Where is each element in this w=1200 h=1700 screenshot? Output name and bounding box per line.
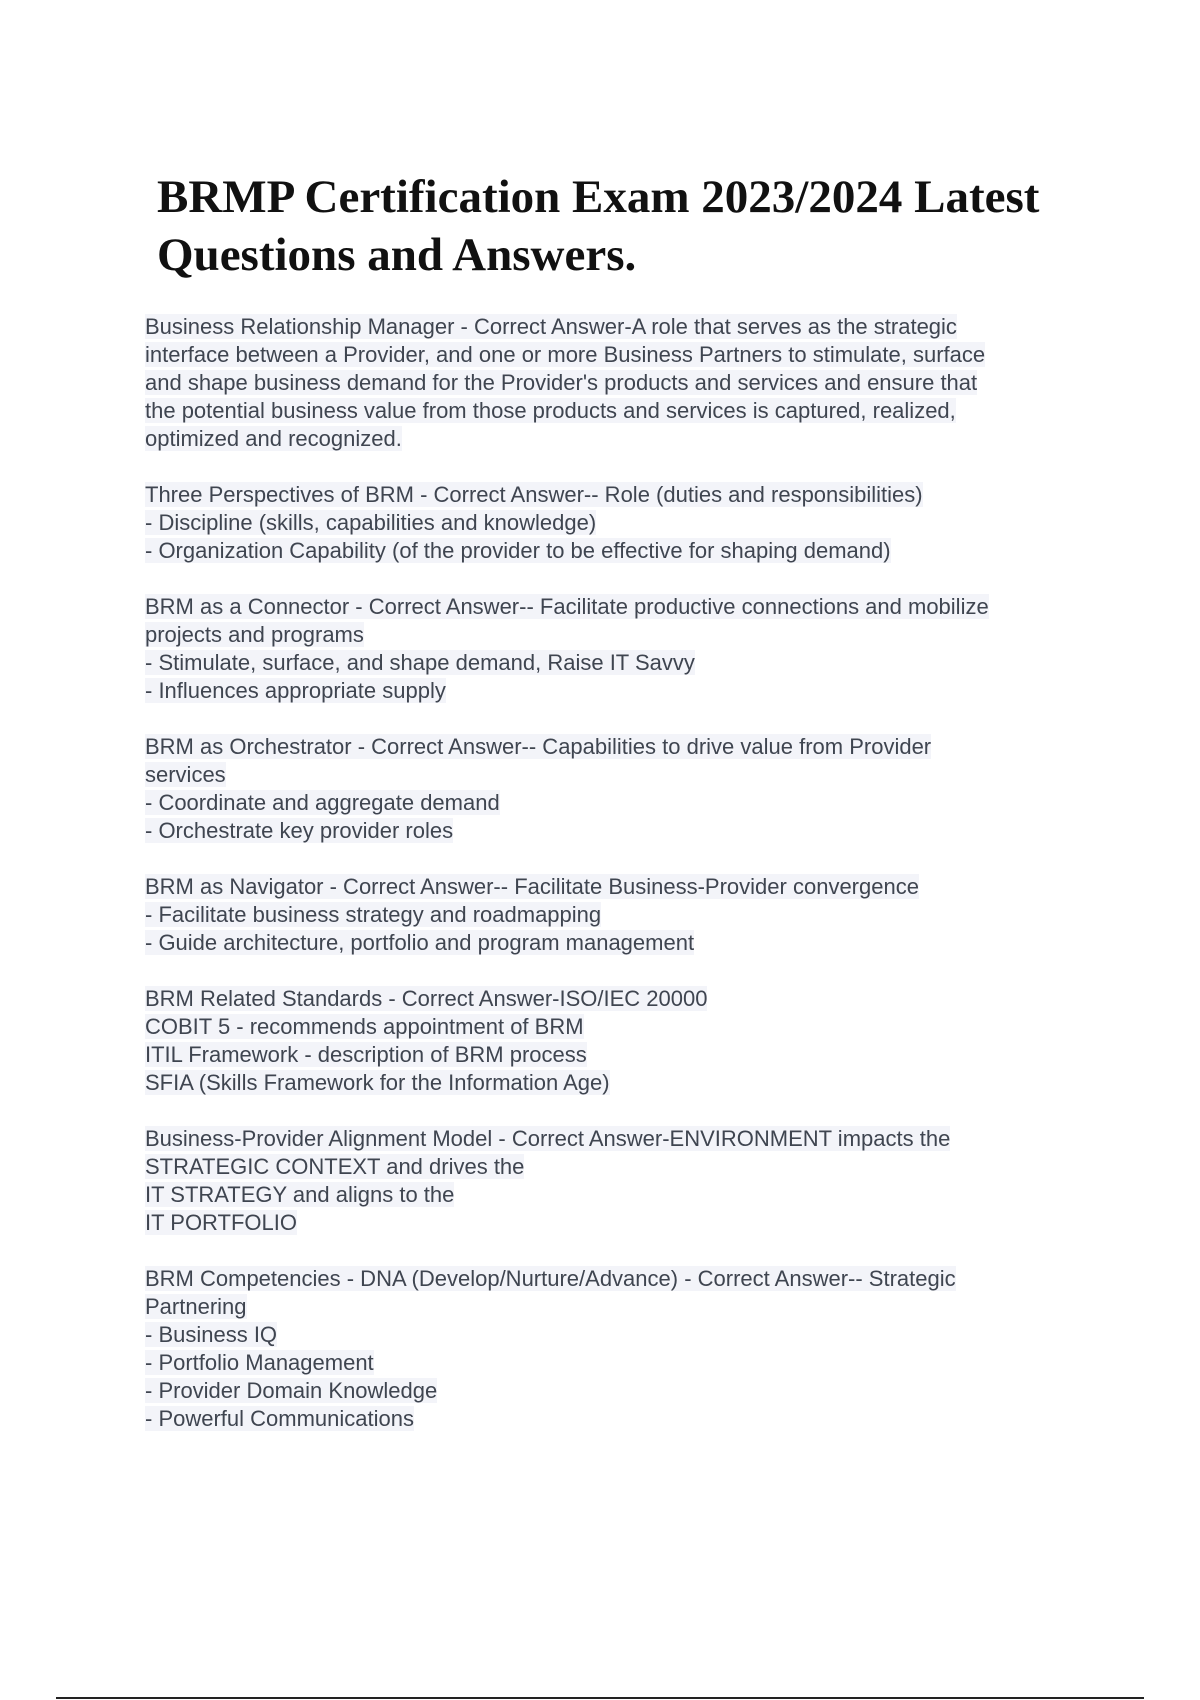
qa-line: interface between a Provider, and one or more Business Partners to stimulate, surface — [145, 342, 986, 367]
qa-brm-connector — [145, 593, 1145, 705]
qa-line: - Stimulate, surface, and shape demand, Raise IT Savvy — [145, 650, 695, 675]
footer-divider — [56, 1697, 1144, 1699]
qa-line: BRM as a Connector - Correct Answer-- Facilitate productive connections and mobilize — [145, 594, 989, 619]
qa-line: - Powerful Communications — [145, 1406, 414, 1431]
qa-line: ITIL Framework - description of BRM process — [145, 1042, 587, 1067]
qa-business-provider-alignment-model — [145, 1125, 1145, 1237]
qa-line: - Guide architecture, portfolio and program management — [145, 930, 695, 955]
qa-line: - Influences appropriate supply — [145, 678, 446, 703]
qa-line: Business-Provider Alignment Model - Correct Answer-ENVIRONMENT impacts the — [145, 1126, 951, 1151]
qa-line: - Provider Domain Knowledge — [145, 1378, 438, 1403]
qa-line: - Portfolio Management — [145, 1350, 374, 1375]
qa-line: IT PORTFOLIO — [145, 1210, 297, 1235]
qa-line: services — [145, 762, 226, 787]
qa-line: IT STRATEGY and aligns to the — [145, 1182, 455, 1207]
qa-line: SFIA (Skills Framework for the Information Age) — [145, 1070, 610, 1095]
qa-line: Business Relationship Manager - Correct Answer-A role that serves as the strategic — [145, 314, 957, 339]
qa-line: - Coordinate and aggregate demand — [145, 790, 500, 815]
qa-business-relationship-manager — [145, 313, 1145, 453]
qa-brm-competencies — [145, 1265, 1145, 1433]
qa-line: the potential business value from those products and services is captured, realized, — [145, 398, 956, 423]
qa-line: BRM Competencies - DNA (Develop/Nurture/Advance) - Correct Answer-- Strategic — [145, 1266, 956, 1291]
qa-line: Three Perspectives of BRM - Correct Answer-- Role (duties and responsibilities) — [145, 482, 923, 507]
qa-line: BRM Related Standards - Correct Answer-ISO/IEC 20000 — [145, 986, 708, 1011]
qa-list — [145, 313, 1145, 1461]
document-title-line-2: Questions and Answers. — [157, 229, 637, 281]
qa-line: projects and programs — [145, 622, 364, 647]
qa-brm-orchestrator — [145, 733, 1145, 845]
qa-line: BRM as Navigator - Correct Answer-- Facilitate Business-Provider convergence — [145, 874, 919, 899]
qa-line: - Orchestrate key provider roles — [145, 818, 454, 843]
qa-line: - Discipline (skills, capabilities and knowledge) — [145, 510, 597, 535]
qa-line: - Organization Capability (of the provider to be effective for shaping demand) — [145, 538, 891, 563]
qa-three-perspectives — [145, 481, 1145, 565]
qa-brm-navigator — [145, 873, 1145, 957]
qa-line: optimized and recognized. — [145, 426, 402, 451]
qa-line: COBIT 5 - recommends appointment of BRM — [145, 1014, 584, 1039]
qa-line: STRATEGIC CONTEXT and drives the — [145, 1154, 525, 1179]
qa-line: - Business IQ — [145, 1322, 278, 1347]
qa-line: and shape business demand for the Provider's products and services and ensure that — [145, 370, 978, 395]
document-title — [157, 168, 1157, 284]
qa-line: Partnering — [145, 1294, 247, 1319]
qa-line: - Facilitate business strategy and roadmapping — [145, 902, 602, 927]
qa-line: BRM as Orchestrator - Correct Answer-- Capabilities to drive value from Provider — [145, 734, 932, 759]
document-title-line-1: BRMP Certification Exam 2023/2024 Latest — [157, 171, 1040, 223]
qa-brm-related-standards — [145, 985, 1145, 1097]
